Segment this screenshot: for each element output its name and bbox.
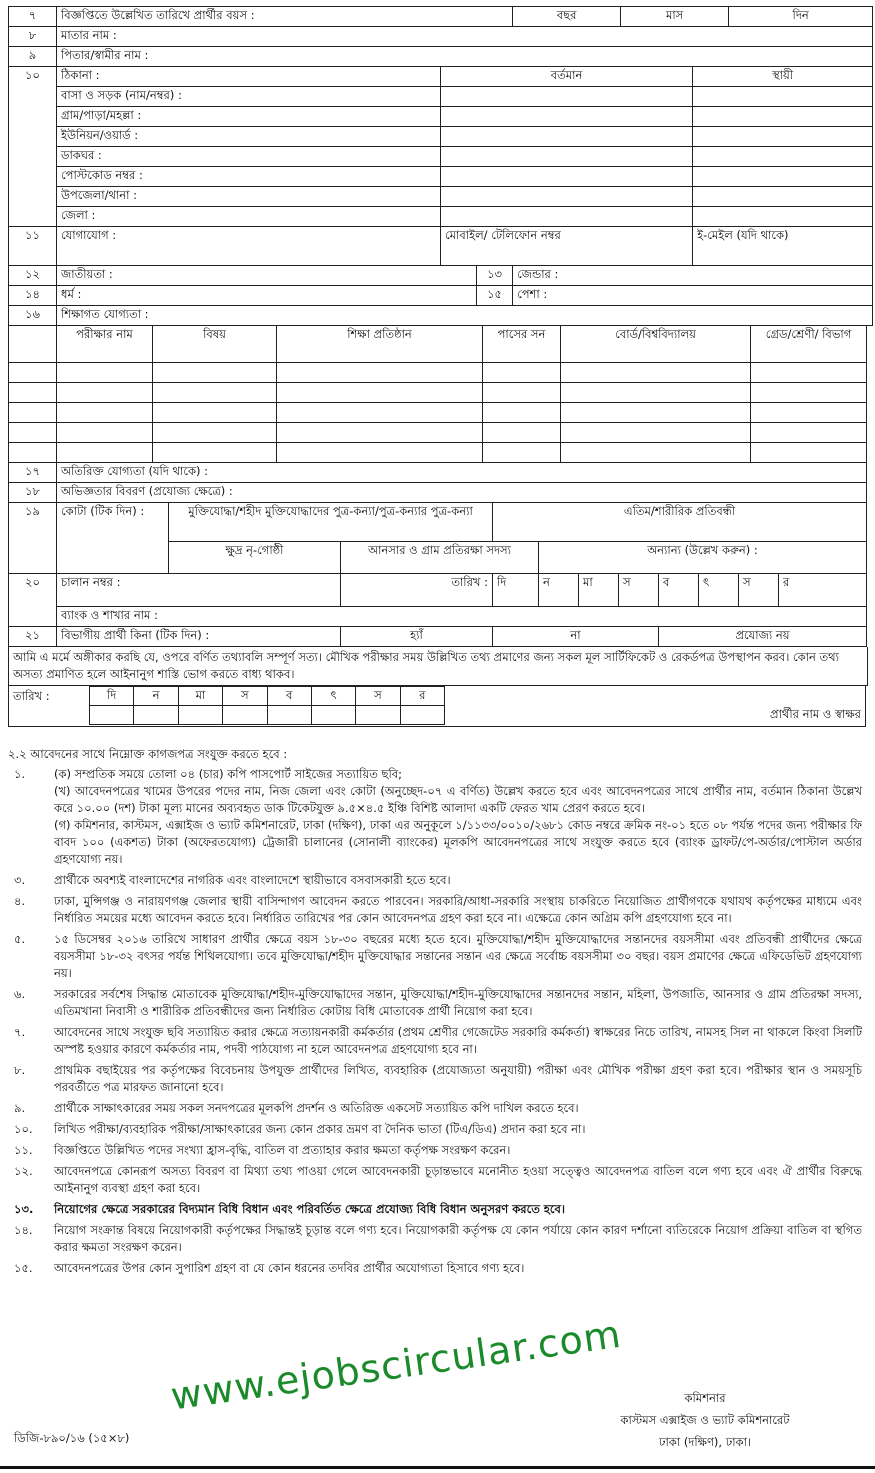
item-num: ১৪. — [14, 1223, 33, 1237]
instruction-item — [8, 1100, 866, 1117]
present-input[interactable] — [441, 87, 693, 107]
instruction-item — [8, 931, 866, 982]
item-text: (ক) সম্প্রতিক সময়ে তোলা ০৪ (চার) কপি পাসপোর্ট সাইজের সত্যায়িত ছবি; — [54, 767, 403, 781]
option-no[interactable]: না — [493, 626, 659, 646]
instruction-item — [8, 1142, 866, 1159]
instruction-item — [8, 1062, 866, 1096]
date-cell[interactable]: ব — [659, 574, 699, 607]
row-8 — [9, 27, 873, 47]
item-text: প্রার্থীকে অবশ্যই বাংলাদেশের নাগরিক এবং বাংলাদেশে স্থায়ীভাবে বসবাসকারী হতে হবে। — [54, 873, 451, 887]
present-input[interactable] — [441, 167, 693, 187]
quota-orphan[interactable]: এতিম/শারীরিক প্রতিবন্ধী — [493, 503, 867, 542]
date-cell[interactable]: দি — [90, 686, 134, 705]
col-grade: গ্রেড/শ্রেণী/ বিভাগ — [751, 326, 867, 363]
year-field[interactable]: বছর — [513, 7, 621, 27]
col-institution: শিক্ষা প্রতিষ্ঠান — [277, 326, 483, 363]
item-text: বিজ্ঞপ্তিতে উল্লিখিত পদের সংখ্যা হ্রাস-বৃদ্ধি, বাতিল বা প্রত্যাহার করার ক্ষমতা কর্তৃপক্ষ সংরক্ষণ করেন। — [54, 1143, 511, 1157]
item-text: প্রাথমিক বছাইয়ের পর কর্তৃপক্ষের বিবেচনায় উপযুক্ত প্রার্থীদের লিখিত, ব্যবহারিক (প্রযোজ্যতা অনুযায়ী) পরীক্ষা এবং মৌখিক পরীক্ষা গ্রহণ করা হবে। পরীক্ষার স্থান ও সময়সূচি পরবর্তীতে পত্র মারফত জানানো হবে। — [54, 1063, 862, 1094]
education-table — [8, 326, 867, 463]
address-line: ডাকঘর : — [57, 147, 441, 167]
row-num: ৮ — [9, 27, 57, 47]
date-cell[interactable]: স — [356, 686, 400, 705]
instruction-item — [8, 1201, 866, 1218]
date-cell[interactable]: মা — [178, 686, 222, 705]
date-cell[interactable]: স — [619, 574, 659, 607]
item-text: প্রার্থীকে সাক্ষাৎকারের সময় সকল সনদপত্রের মূলকপি প্রদর্শন ও অতিরিক্ত একসেট সত্যায়িত কপি দাখিল করতে হবে। — [54, 1101, 579, 1115]
item-num: ৭. — [14, 1025, 26, 1039]
signatory-office: কাস্টমস এক্সাইজ ও ভ্যাট কমিশনারেট — [620, 1413, 790, 1427]
row-num: ২০ — [9, 574, 57, 607]
date-cell[interactable]: মা — [579, 574, 619, 607]
row-num: ১৭ — [9, 463, 57, 483]
date-cell[interactable]: র — [779, 574, 867, 607]
row-18 — [9, 483, 867, 503]
item-num: ৯. — [14, 1101, 26, 1115]
education-label: শিক্ষাগত যোগ্যতা : — [57, 306, 873, 326]
section-title: ২.২ আবেদনের সাথে নিম্নোক্ত কাগজপত্র সংযুক্ত করতে হবে : — [8, 747, 288, 761]
item-text: আবেদনের সাথে সংযুক্ত ছবি সত্যায়িত করার ক্ষেত্রে সত্যায়নকারী কর্মকর্তার (প্রথম শ্রেণীর গেজেটেড সরকারি কর্মকর্তা) স্বাক্ষরের নিচে তারিখ, নামসহ সিল না থাকলে কিংবা সিলটি অস্পষ্ট হওয়ার কারণে কর্মকর্তার নাম, পদবী পাঠযোগ্য না হলে আবেদনপত্র গ্রহণযোগ্য হবে না। — [54, 1025, 862, 1056]
permanent-input[interactable] — [693, 187, 873, 207]
date-label: তারিখ : — [13, 688, 50, 703]
row-num: ১০ — [9, 67, 57, 87]
mobile-field[interactable]: মোবাইল/ টেলিফোন নম্বর — [441, 227, 693, 266]
signatory-place: ঢাকা (দক্ষিণ), ঢাকা। — [658, 1435, 752, 1449]
day-field[interactable]: দিন — [729, 7, 873, 27]
present-input[interactable] — [441, 147, 693, 167]
row-num: ১৫ — [477, 286, 513, 306]
quota-other[interactable]: অন্যান্য (উল্লেখ করুন) : — [539, 541, 867, 574]
memo-number: ডিজি-৮৯০/১৬ (১৫×৮) — [14, 1431, 130, 1445]
occupation-field[interactable]: পেশা : — [513, 286, 873, 306]
row-num: ৯ — [9, 47, 57, 67]
challan-field[interactable]: চালান নম্বর : — [57, 574, 341, 607]
row-11 — [9, 227, 873, 266]
option-na[interactable]: প্রযোজ্য নয় — [659, 626, 867, 646]
quota-ethnic[interactable]: ক্ষুদ্র নৃ-গোষ্ঠী — [169, 541, 341, 574]
permanent-address-header: স্থায়ী — [693, 67, 873, 87]
email-field[interactable]: ই-মেইল (যদি থাকে) — [693, 227, 873, 266]
col-subject: বিষয় — [153, 326, 277, 363]
instructions-section — [8, 746, 866, 1281]
item-num: ১৫. — [14, 1261, 33, 1275]
row-16 — [9, 306, 873, 326]
address-label: ঠিকানা : — [57, 67, 441, 87]
row-num: ১৪ — [9, 286, 57, 306]
instruction-item — [8, 1260, 866, 1277]
row-num: ১২ — [9, 266, 57, 286]
date-cell[interactable]: ব — [267, 686, 311, 705]
experience-field[interactable]: অভিজ্ঞতার বিবরণ (প্রযোজ্য ক্ষেত্রে) : — [57, 483, 867, 503]
date-cell[interactable]: ন — [539, 574, 579, 607]
item-text: ঢাকা, মুন্সিগঞ্জ ও নারায়ণগঞ্জ জেলার স্থায়ী বাসিন্দাগণ আবেদন করতে পারবেন। সরকারি/আধা-সরকারি সংস্থায় চাকরিতে নিয়োজিত প্রার্থীগণকে যথাযথ কর্তৃপক্ষের মাধ্যমে এবং নির্ধারিত সময়ের মধ্যে আবেদন করতে হবে। নির্ধারিত তারিখের পর কোন আবেদনপত্র গ্রহণ করা হবে না। এক্ষেত্রে কোন অগ্রিম কপি গ্রহণযোগ্য হবে না। — [54, 894, 862, 925]
applicant-date-boxes — [89, 686, 445, 725]
date-cell[interactable]: দি — [493, 574, 539, 607]
permanent-input[interactable] — [693, 207, 873, 227]
instruction-item — [8, 1121, 866, 1138]
form-table — [8, 6, 873, 326]
row-9 — [9, 47, 873, 67]
signature-label: প্রার্থীর নাম ও স্বাক্ষর — [770, 706, 861, 721]
item-text: আবেদনপত্রে কোনরূপ অসত্য বিবরণ বা মিথ্যা তথ্য পাওয়া গেলে আবেদনকারী চূড়ান্তভাবে মনোনীত হওয়া সত্ত্বেও আবেদনপত্র বাতিল বলে গণ্য হবে এবং ঐ প্রার্থীর বিরুদ্ধে আইনানুগ ব্যবস্থা গ্রহণ করা হবে। — [54, 1164, 862, 1195]
quota-label: কোটা (টিক দিন) : — [57, 503, 169, 574]
address-line: ইউনিয়ন/ওয়ার্ড : — [57, 127, 441, 147]
row-7 — [9, 7, 873, 27]
bottom-rule — [0, 1466, 875, 1469]
education-row — [9, 423, 867, 443]
permanent-input[interactable] — [693, 107, 873, 127]
signatory-block — [570, 1390, 840, 1450]
date-cell[interactable]: র — [400, 686, 444, 705]
address-line: পোস্টকোড নম্বর : — [57, 167, 441, 187]
present-input[interactable] — [441, 107, 693, 127]
quota-freedom-fighter[interactable]: মুক্তিযোদ্ধা/শহীদ মুক্তিযোদ্ধাদের পুত্র-কন্যা/পুত্র-কন্যার পুত্র-কন্যা — [169, 503, 493, 542]
address-line: উপজেলা/থানা : — [57, 187, 441, 207]
item-num: ৩. — [14, 873, 26, 887]
quota-ansar[interactable]: আনসার ও গ্রাম প্রতিরক্ষা সদস্য — [341, 541, 539, 574]
instruction-item — [8, 1024, 866, 1058]
address-line: গ্রাম/পাড়া/মহল্লা : — [57, 107, 441, 127]
item-num: ৬. — [14, 987, 26, 1001]
mother-name-field[interactable]: মাতার নাম : — [57, 27, 873, 47]
form-table-lower — [8, 463, 867, 647]
col-year: পাসের সন — [483, 326, 561, 363]
instruction-item — [8, 893, 866, 927]
instruction-item — [8, 1222, 866, 1256]
item-text: ১৫ ডিসেম্বর ২০১৬ তারিখে সাধারণ প্রার্থীর ক্ষেত্রে বয়স ১৮-৩০ বছরের মধ্যে হতে হবে। মুক্তিযোদ্ধা/শহীদ মুক্তিযোদ্ধাদের সন্তানদের বয়সসীমা এবং প্রতিবন্ধী প্রার্থীদের ক্ষেত্রে বয়সসীমা ১৮-৩২ বৎসর পর্যন্ত শিথিলযোগ্য। তবে মুক্তিযোদ্ধা/শহীদ মুক্তিযোদ্ধার সন্তানের সন্তান এর ক্ষেত্রে সর্বোচ্চ বয়সসীমা ৩০ বছর। বয়স প্রমাণের ক্ষেত্রে এফিডেভিট গ্রহণযোগ্য নয়। — [54, 932, 862, 980]
bank-field[interactable]: ব্যাংক ও শাখার নাম : — [57, 606, 867, 626]
permanent-input[interactable] — [693, 127, 873, 147]
address-line: জেলা : — [57, 207, 441, 227]
permanent-input[interactable] — [693, 87, 873, 107]
col-board: বোর্ড/বিশ্ববিদ্যালয় — [561, 326, 751, 363]
date-cell[interactable]: ৎ — [311, 686, 355, 705]
row-num: ১৮ — [9, 483, 57, 503]
instruction-item — [8, 766, 866, 868]
religion-field[interactable]: ধর্ম : — [57, 286, 477, 306]
row-10 — [9, 67, 873, 87]
row-12 — [9, 266, 873, 286]
age-label: বিজ্ঞপ্তিতে উল্লেখিত তারিখে প্রার্থীর বয়স : — [57, 7, 513, 27]
present-address-header: বর্তমান — [441, 67, 693, 87]
row-14 — [9, 286, 873, 306]
education-header — [9, 326, 867, 363]
education-row — [9, 363, 867, 383]
instruction-item — [8, 872, 866, 889]
date-cell[interactable]: ৎ — [699, 574, 739, 607]
item-text: (খ) আবেদনপত্রের খামের উপরের পদের নাম, নিজ জেলা এবং কোটা (অনুচ্ছেদ-০৭ এ বর্ণিত) উল্লেখ করতে হবে এবং আবেদনপত্রের সাথে প্রার্থীর নাম, বর্তমান ঠিকানা উল্লেখ করে ১০.০০ (দশ) টাকা মূল্য মানের অব্যবহৃত ডাক টিকেটযুক্ত ৯.৫×৪.৫ ইঞ্চি বিশিষ্ট আলাদা একটি ফেরত খাম প্রেরণ করতে হবে। — [54, 784, 862, 815]
declaration: আমি এ মর্মে অঙ্গীকার করছি যে, ওপরে বর্ণিত তথ্যাবলি সম্পূর্ণ সত্য। মৌখিক পরীক্ষার সময় উল্লিখিত তথ্য প্রমাণের জন্য সকল মূল সার্টিফিকেট ও রেকর্ডপত্র উপস্থাপন করব। কোন তথ্য অসত্য প্রমাণিত হলে আইনানুগ শাস্তি ভোগ করতে বাধ্য থাকব। — [8, 647, 868, 686]
education-row — [9, 383, 867, 403]
nationality-field[interactable]: জাতীয়তা : — [57, 266, 477, 286]
item-num: ১. — [14, 767, 26, 781]
row-20 — [9, 574, 867, 607]
watermark: www.ejobscircular.com — [168, 1311, 625, 1419]
contact-label: যোগাযোগ : — [57, 227, 441, 266]
address-line: বাসা ও সড়ক (নাম/নম্বর) : — [57, 87, 441, 107]
signatory-title: কমিশনার — [684, 1391, 726, 1405]
row-20b — [9, 606, 867, 626]
row-num: ১৬ — [9, 306, 57, 326]
education-row — [9, 403, 867, 423]
row-num: ১১ — [9, 227, 57, 266]
present-input[interactable] — [441, 187, 693, 207]
date-signature-row — [8, 686, 866, 727]
date-cell[interactable]: স — [739, 574, 779, 607]
present-input[interactable] — [441, 207, 693, 227]
challan-date-label: তারিখ : — [341, 574, 493, 607]
father-name-field[interactable]: পিতার/স্বামীর নাম : — [57, 47, 873, 67]
item-text: (গ) কমিশনার, কাস্টমস, এক্সাইজ ও ভ্যাট কমিশনারেট, ঢাকা (দক্ষিণ), ঢাকা এর অনুকূলে ১/১১৩৩/০০১০/২৬৮১ কোড নম্বরে ক্রমিক নং-০১ হতে ০৮ পর্যন্ত পদের জন্য পরীক্ষার ফি বাবদ ১০০ (একশত) টাকা (অফেরতযোগ্য) ট্রেজারী চালানের (সোনালী ব্যাংকের) মূলকপি আবেদনপত্রের সাথে সংযুক্ত করতে হবে (ব্যাংক ড্রাফট/পে-অর্ডার/পোস্টাল অর্ডার গ্রহণযোগ্য নয়। — [54, 818, 862, 866]
col-exam: পরীক্ষার নাম — [57, 326, 153, 363]
item-text: আবেদনপত্রের উপর কোন সুপারিশ গ্রহণ বা যে কোন ধরনের তদবির প্রার্থীর অযোগ্যতা হিসাবে গণ্য হবে। — [54, 1261, 525, 1275]
permanent-input[interactable] — [693, 167, 873, 187]
item-num: ৪. — [14, 894, 26, 908]
item-num: ১১. — [14, 1143, 33, 1157]
row-num: ১৯ — [9, 503, 57, 542]
item-text: সরকারের সর্বশেষ সিদ্ধান্ত মোতাবেক মুক্তিযোদ্ধা/শহীদ-মুক্তিযোদ্ধাদের সন্তান, মুক্তিযোদ্ধা/শহীদ-মুক্তিযোদ্ধাদের সন্তানদের সন্তান, মহিলা, উপজাতি, আনসার ও গ্রাম প্রতিরক্ষা সদস্য, এতিমখানা নিবাসী ও শারীরিক প্রতিবন্ধীদের জন্য নির্ধারিত কোটায় বিধি মোতাবেক প্রার্থী নিয়োগ করা হবে। — [54, 987, 862, 1018]
item-num: ১৩. — [14, 1202, 34, 1216]
row-21 — [9, 626, 867, 646]
instruction-item — [8, 986, 866, 1020]
row-num: ৭ — [9, 7, 57, 27]
month-field[interactable]: মাস — [621, 7, 729, 27]
item-text: নিয়োগের ক্ষেত্রে সরকারের বিদ্যমান বিধি বিধান এবং পরিবর্তিত ক্ষেত্রে প্রযোজ্য বিধি বিধান অনুসরণ করতে হবে। — [54, 1202, 566, 1216]
instruction-item — [8, 1163, 866, 1197]
item-text: লিখিত পরীক্ষা/ব্যবহারিক পরীক্ষা/সাক্ষাৎকারের জন্য কোন প্রকার ভ্রমণ বা দৈনিক ভাতা (টিএ/ডিএ) প্রদান করা হবে না। — [54, 1122, 586, 1136]
date-cell[interactable]: স — [223, 686, 267, 705]
education-row — [9, 443, 867, 463]
date-cell[interactable]: ন — [134, 686, 178, 705]
item-num: ৫. — [14, 932, 26, 946]
row-17 — [9, 463, 867, 483]
row-19 — [9, 503, 867, 542]
departmental-label: বিভাগীয় প্রার্থী কিনা (টিক দিন) : — [57, 626, 341, 646]
extra-qualification-field[interactable]: অতিরিক্ত যোগ্যতা (যদি থাকে) : — [57, 463, 867, 483]
permanent-input[interactable] — [693, 147, 873, 167]
row-num: ২১ — [9, 626, 57, 646]
item-num: ১২. — [14, 1164, 33, 1178]
item-num: ১০. — [14, 1122, 33, 1136]
item-num: ৮. — [14, 1063, 26, 1077]
gender-field[interactable]: জেন্ডার : — [513, 266, 873, 286]
application-form — [8, 6, 866, 727]
present-input[interactable] — [441, 127, 693, 147]
row-num: ১৩ — [477, 266, 513, 286]
item-text: নিয়োগ সংক্রান্ত বিষয়ে নিয়োগকারী কর্তৃপক্ষের সিদ্ধান্তই চূড়ান্ত বলে গণ্য হবে। নিয়োগকারী কর্তৃপক্ষ যে কোন পর্যায়ে কোন কারণ দর্শানো ব্যতিরেকে নিয়োগ প্রক্রিয়া বাতিল বা স্থগিত করার ক্ষমতা সংরক্ষণ করেন। — [54, 1223, 862, 1254]
option-yes[interactable]: হ্যাঁ — [341, 626, 493, 646]
